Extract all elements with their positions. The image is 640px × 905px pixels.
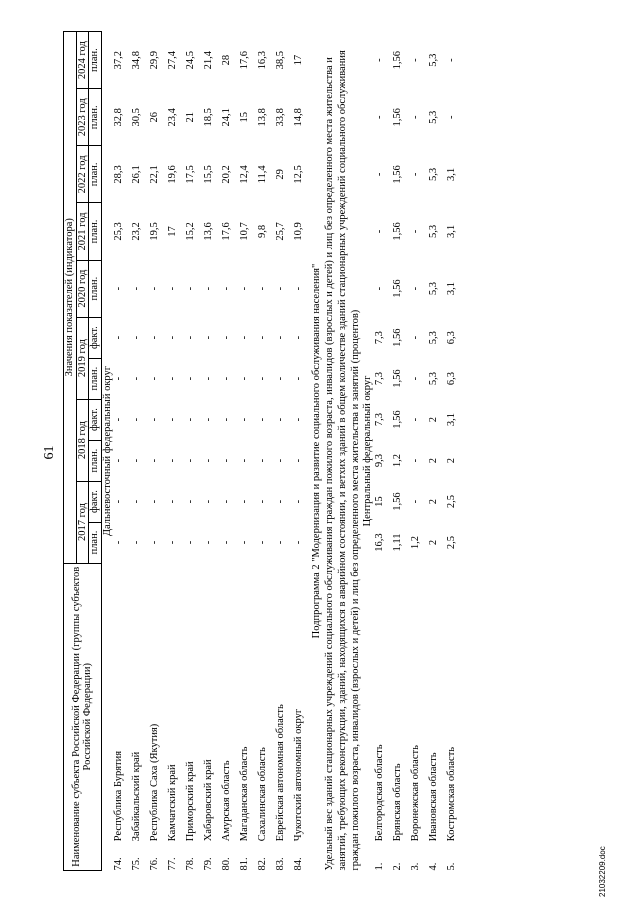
value-cell: - xyxy=(149,335,161,340)
value-cell: - xyxy=(167,376,179,381)
name-column-header: Наименование субъекта Российской Федерации (группы субъектов Российской Федерации) xyxy=(64,563,102,870)
table-row xyxy=(131,32,149,871)
value-cell: - xyxy=(185,499,197,504)
value-cell: - xyxy=(149,540,161,545)
value-cell: - xyxy=(409,499,421,504)
value-cell: - xyxy=(203,286,215,291)
indicator-table xyxy=(63,31,464,871)
value-cell: - xyxy=(221,499,233,504)
value-cell: - xyxy=(149,286,161,291)
value-cell: 5,3 xyxy=(427,224,439,239)
value-cell: - xyxy=(203,335,215,340)
value-cell: 15,5 xyxy=(203,165,215,184)
value-cell: - xyxy=(203,376,215,381)
value-cell: - xyxy=(409,376,421,381)
row-number: 84. xyxy=(293,857,305,871)
value-cell: 10,7 xyxy=(239,222,251,241)
value-cell: - xyxy=(113,499,125,504)
value-cell: - xyxy=(409,229,421,234)
section-title: Дальневосточный федеральный округ xyxy=(101,365,113,537)
value-cell: 29 xyxy=(275,169,287,180)
subprogram-block xyxy=(311,32,373,871)
value-cell: 23,4 xyxy=(167,108,179,127)
value-cell: 9,3 xyxy=(373,454,385,468)
year-2018-header: 2018 год xyxy=(76,399,89,481)
value-cell: 13,8 xyxy=(257,108,269,127)
row-number: 74. xyxy=(113,857,125,871)
subprogram-title: Подпрограмма 2 "Модернизация и развитие социального обслуживания населения" xyxy=(311,263,323,639)
region-name: Амурская область xyxy=(221,760,233,842)
table-row xyxy=(257,32,275,871)
value-cell: 23,2 xyxy=(131,222,143,241)
value-cell: 17,6 xyxy=(239,50,251,70)
value-cell: - xyxy=(257,335,269,340)
value-cell: 1,56 xyxy=(391,410,403,429)
value-cell: - xyxy=(409,58,421,62)
value-cell: - xyxy=(149,417,161,422)
region-name: Ивановская область xyxy=(427,752,439,842)
plan-header: план. xyxy=(89,203,102,260)
value-cell: - xyxy=(131,376,143,381)
value-cell: 14,8 xyxy=(293,108,305,127)
value-cell: - xyxy=(275,286,287,291)
value-cell: - xyxy=(221,286,233,291)
section-central xyxy=(374,32,464,871)
values-group-header: Значения показателей (индикатора) xyxy=(64,32,77,564)
row-number: 80. xyxy=(221,857,233,871)
fact-header: факт. xyxy=(89,399,102,440)
plan-header: план. xyxy=(89,32,102,89)
region-name: Приморский край xyxy=(185,761,197,842)
region-name: Забайкальский край xyxy=(131,751,143,842)
value-cell: 1,2 xyxy=(391,454,403,468)
value-cell: 5,3 xyxy=(427,53,439,67)
row-number: 82. xyxy=(257,857,269,871)
value-cell: 3,1 xyxy=(445,167,457,181)
value-cell: - xyxy=(409,172,421,177)
value-cell: - xyxy=(239,335,251,340)
row-number: 76. xyxy=(149,857,161,871)
table-row xyxy=(113,32,131,871)
table-header xyxy=(64,32,102,871)
value-cell: - xyxy=(409,286,421,291)
row-number: 78. xyxy=(185,857,197,871)
value-cell: 15,2 xyxy=(185,222,197,241)
table-row xyxy=(203,32,221,871)
value-cell: - xyxy=(113,458,125,463)
table-row xyxy=(392,32,410,871)
value-cell: 26,1 xyxy=(131,165,143,184)
table-row xyxy=(428,32,446,871)
value-cell: - xyxy=(257,458,269,463)
value-cell: 2 xyxy=(427,539,439,546)
value-cell: 24,5 xyxy=(185,50,197,70)
year-2017-header: 2017 год xyxy=(76,481,89,563)
value-cell: 1,56 xyxy=(391,165,403,184)
value-cell: - xyxy=(275,499,287,504)
region-name: Белгородская область xyxy=(373,744,385,842)
value-cell: - xyxy=(203,540,215,545)
value-cell: - xyxy=(185,286,197,291)
value-cell: - xyxy=(131,335,143,340)
value-cell: - xyxy=(113,540,125,545)
value-cell: - xyxy=(185,417,197,422)
value-cell: - xyxy=(293,286,305,291)
value-cell: - xyxy=(149,458,161,463)
value-cell: - xyxy=(275,417,287,422)
value-cell: - xyxy=(131,458,143,463)
value-cell: 25,3 xyxy=(113,222,125,241)
year-2022-header: 2022 год xyxy=(76,146,89,203)
value-cell: - xyxy=(293,335,305,340)
row-number: 75. xyxy=(131,857,143,871)
value-cell: - xyxy=(257,417,269,422)
plan-header: план. xyxy=(89,358,102,399)
table-row xyxy=(239,32,257,871)
value-cell: - xyxy=(257,540,269,545)
value-cell: 1,56 xyxy=(391,492,403,511)
value-cell: - xyxy=(275,458,287,463)
footer-filename: 21032209.doc xyxy=(598,846,607,897)
value-cell: 17,5 xyxy=(185,165,197,184)
value-cell: - xyxy=(167,417,179,422)
value-cell: 13,6 xyxy=(203,222,215,241)
value-cell: 2,5 xyxy=(445,495,457,509)
value-cell: 16,3 xyxy=(373,533,385,552)
value-cell: - xyxy=(293,417,305,422)
value-cell: - xyxy=(113,335,125,340)
value-cell: - xyxy=(131,286,143,291)
value-cell: - xyxy=(131,417,143,422)
value-cell: 30,5 xyxy=(131,108,143,127)
table-row xyxy=(374,32,392,871)
value-cell: 11,4 xyxy=(257,165,269,184)
plan-header: план. xyxy=(89,440,102,481)
value-cell: - xyxy=(373,172,385,177)
value-cell: 21,4 xyxy=(203,50,215,70)
year-2019-header: 2019 год xyxy=(76,317,89,399)
value-cell: - xyxy=(239,417,251,422)
value-cell: - xyxy=(113,417,125,422)
value-cell: - xyxy=(167,335,179,340)
region-name: Республика Бурятия xyxy=(113,750,125,842)
value-cell: 7,3 xyxy=(373,413,385,427)
value-cell: - xyxy=(275,335,287,340)
region-name: Хабаровский край xyxy=(203,759,215,842)
value-cell: 2 xyxy=(427,498,439,505)
value-cell: 28,3 xyxy=(113,165,125,184)
value-cell: 1,56 xyxy=(391,369,403,388)
value-cell: 7,3 xyxy=(373,331,385,345)
row-number: 3. xyxy=(409,862,421,871)
table-row xyxy=(185,32,203,871)
value-cell: - xyxy=(167,286,179,291)
value-cell: - xyxy=(185,376,197,381)
value-cell: 20,2 xyxy=(221,165,233,184)
value-cell: 25,7 xyxy=(275,222,287,241)
value-cell: 1,56 xyxy=(391,279,403,298)
value-cell: - xyxy=(221,335,233,340)
value-cell: 2 xyxy=(445,457,457,464)
value-cell: - xyxy=(185,335,197,340)
value-cell: - xyxy=(293,376,305,381)
table-row xyxy=(446,32,464,871)
value-cell: 32,8 xyxy=(113,108,125,127)
value-cell: 19,6 xyxy=(167,165,179,184)
value-cell: 37,2 xyxy=(113,50,125,70)
row-number: 83. xyxy=(275,857,287,871)
value-cell: - xyxy=(221,417,233,422)
value-cell: 1,56 xyxy=(391,50,403,70)
value-cell: 10,9 xyxy=(293,222,305,241)
row-number: 5. xyxy=(445,862,457,871)
value-cell: 2 xyxy=(427,457,439,464)
value-cell: - xyxy=(373,115,385,120)
row-number: 2. xyxy=(391,862,403,871)
value-cell: - xyxy=(113,376,125,381)
table-row xyxy=(221,32,239,871)
value-cell: - xyxy=(203,417,215,422)
value-cell: - xyxy=(113,286,125,291)
value-cell: 3,1 xyxy=(445,224,457,239)
fact-header: факт. xyxy=(89,481,102,522)
value-cell: - xyxy=(239,458,251,463)
value-cell: 18,5 xyxy=(203,108,215,127)
value-cell: - xyxy=(203,499,215,504)
value-cell: - xyxy=(167,540,179,545)
value-cell: - xyxy=(293,499,305,504)
value-cell: 5,3 xyxy=(427,282,439,296)
value-cell: - xyxy=(445,115,457,120)
value-cell: - xyxy=(131,499,143,504)
value-cell: 6,3 xyxy=(445,331,457,345)
table-row xyxy=(149,32,167,871)
indicator-description: Удельный вес зданий стационарных учреждений социального обслуживания граждан пожилого возраста, инвалидов (взрослых и детей) и лиц без определенного места жительства и занятий, требующих реконструкции, зданий, находящихся в аварийном состоянии, и ветхих зданий в общем количестве зданий стационарных учреждений социального обслуживания граждан пожилого возраста, инвалидов (взрослых и детей) и лиц без определенного места жительства и занятий (процентов) xyxy=(323,50,361,871)
section-title: Центральный федеральный округ xyxy=(362,375,374,527)
value-cell: 34,8 xyxy=(131,50,143,70)
region-name: Республика Саха (Якутия) xyxy=(149,723,161,842)
value-cell: 3,1 xyxy=(445,413,457,427)
value-cell: - xyxy=(239,286,251,291)
region-name: Магаданская область xyxy=(239,746,251,842)
value-cell: - xyxy=(239,499,251,504)
value-cell: - xyxy=(239,376,251,381)
value-cell: - xyxy=(167,499,179,504)
value-cell: - xyxy=(185,458,197,463)
value-cell: - xyxy=(445,58,457,62)
plan-header: план. xyxy=(89,146,102,203)
value-cell: - xyxy=(293,458,305,463)
value-cell: 21 xyxy=(185,112,197,123)
row-number: 81. xyxy=(239,857,251,871)
value-cell: - xyxy=(221,458,233,463)
value-cell: 1,56 xyxy=(391,328,403,347)
table-row xyxy=(410,32,428,871)
value-cell: 9,8 xyxy=(257,224,269,239)
page-number: 61 xyxy=(42,445,57,460)
value-cell: - xyxy=(293,540,305,545)
value-cell: - xyxy=(257,499,269,504)
value-cell: 1,56 xyxy=(391,222,403,241)
value-cell: 5,3 xyxy=(427,110,439,124)
value-cell: - xyxy=(275,540,287,545)
value-cell: 17,6 xyxy=(221,222,233,241)
value-cell: 7,3 xyxy=(373,372,385,386)
value-cell: 2,5 xyxy=(445,535,457,550)
value-cell: - xyxy=(373,58,385,62)
value-cell: - xyxy=(409,458,421,463)
value-cell: - xyxy=(409,335,421,340)
row-number: 4. xyxy=(427,862,439,871)
region-name: Еврейская автономная область xyxy=(275,704,287,842)
value-cell: 29,9 xyxy=(149,50,161,70)
value-cell: 5,3 xyxy=(427,331,439,345)
row-number: 77. xyxy=(167,857,179,871)
value-cell: 19,5 xyxy=(149,222,161,241)
value-cell: 5,3 xyxy=(427,372,439,386)
region-name: Воронежская область xyxy=(409,745,421,842)
value-cell: - xyxy=(131,540,143,545)
value-cell: 12,4 xyxy=(239,165,251,184)
value-cell: - xyxy=(149,376,161,381)
value-cell: 24,1 xyxy=(221,108,233,127)
value-cell: - xyxy=(409,115,421,120)
value-cell: 28 xyxy=(221,54,233,66)
value-cell: 1,2 xyxy=(409,535,421,550)
value-cell: 26 xyxy=(149,112,161,123)
region-name: Камчатский край xyxy=(167,764,179,842)
table-row xyxy=(293,32,311,871)
plan-header: план. xyxy=(89,260,102,317)
year-2021-header: 2021 год xyxy=(76,203,89,260)
value-cell: - xyxy=(373,229,385,234)
value-cell: - xyxy=(167,458,179,463)
value-cell: 15 xyxy=(239,112,251,123)
year-2023-header: 2023 год xyxy=(76,89,89,146)
year-2024-header: 2024 год xyxy=(76,32,89,89)
value-cell: 38,5 xyxy=(275,50,287,70)
value-cell: - xyxy=(185,540,197,545)
value-cell: - xyxy=(373,286,385,291)
value-cell: - xyxy=(409,417,421,422)
row-number: 1. xyxy=(373,862,385,871)
row-number: 79. xyxy=(203,857,215,871)
value-cell: 27,4 xyxy=(167,50,179,70)
value-cell: 1,11 xyxy=(391,533,403,552)
value-cell: 15 xyxy=(373,496,385,507)
value-cell: - xyxy=(221,540,233,545)
value-cell: - xyxy=(149,499,161,504)
value-cell: 12,5 xyxy=(293,165,305,184)
region-name: Чукотский автономный округ xyxy=(293,708,305,842)
value-cell: 3,1 xyxy=(445,282,457,296)
region-name: Костромская область xyxy=(445,746,457,842)
value-cell: 16,3 xyxy=(257,50,269,70)
value-cell: - xyxy=(257,286,269,291)
fact-header: факт. xyxy=(89,317,102,358)
value-cell: - xyxy=(221,376,233,381)
region-name: Брянская область xyxy=(391,763,403,842)
plan-header: план. xyxy=(89,522,102,563)
value-cell: 5,3 xyxy=(427,167,439,181)
value-cell: - xyxy=(239,540,251,545)
year-2020-header: 2020 год xyxy=(76,260,89,317)
value-cell: - xyxy=(203,458,215,463)
region-name: Сахалинская область xyxy=(257,747,269,842)
value-cell: 17 xyxy=(167,226,179,237)
value-cell: 22,1 xyxy=(149,165,161,184)
value-cell: - xyxy=(257,376,269,381)
value-cell: 6,3 xyxy=(445,372,457,386)
table-row xyxy=(275,32,293,871)
value-cell: 2 xyxy=(427,416,439,423)
value-cell: 33,8 xyxy=(275,108,287,127)
value-cell: - xyxy=(275,376,287,381)
table-row xyxy=(167,32,185,871)
section-far-east xyxy=(101,32,311,871)
plan-header: план. xyxy=(89,89,102,146)
value-cell: 17 xyxy=(293,54,305,66)
value-cell: 1,56 xyxy=(391,108,403,127)
